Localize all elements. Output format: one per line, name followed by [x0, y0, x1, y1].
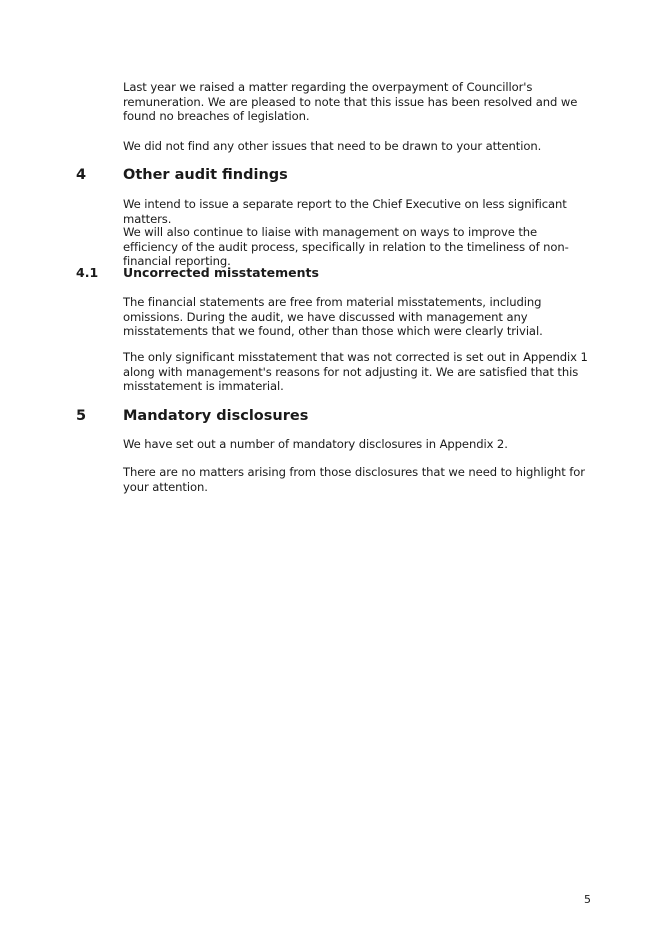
section-4-paragraph-separate-report: We intend to issue a separate report to the Chief Executive on less significant matters. — [123, 197, 567, 226]
section-4-1-title: Uncorrected misstatements — [123, 265, 319, 280]
section-5-number: 5 — [76, 408, 87, 424]
intro-paragraph-no-issues: We did not find any other issues that need to be drawn to your attention. — [123, 139, 542, 153]
section-4-paragraph-liaise: We will also continue to liaise with management on ways to improve the efficiency of the audit process, specifically in relation to the timeliness of non-financial reporting. — [123, 225, 569, 269]
page-number: 5 — [584, 893, 591, 906]
section-4-number: 4 — [76, 167, 87, 183]
section-5-paragraph-appendix: We have set out a number of mandatory disclosures in Appendix 2. — [123, 437, 508, 451]
section-4-1-number: 4.1 — [76, 265, 99, 280]
section-5-paragraph-no-matters: There are no matters arising from those disclosures that we need to highlight for your attention. — [123, 465, 585, 494]
section-5-title: Mandatory disclosures — [123, 408, 309, 424]
section-4-1-paragraph-uncorrected: The only significant misstatement that was not corrected is set out in Appendix 1 along with management's reasons for not adjusting it. We are satisfied that this misstatement is immaterial. — [123, 350, 588, 394]
intro-paragraph-remuneration: Last year we raised a matter regarding the overpayment of Councillor's remuneration. We are pleased to note that this issue has been resolved and we found no breaches of legislation. — [123, 80, 578, 124]
section-4-title: Other audit findings — [123, 167, 288, 183]
section-4-1-paragraph-free-from-misstatements: The financial statements are free from material misstatements, including omissions. During the audit, we have discussed with management any misstatements that we found, other than those which were clearly trivial. — [123, 295, 543, 339]
